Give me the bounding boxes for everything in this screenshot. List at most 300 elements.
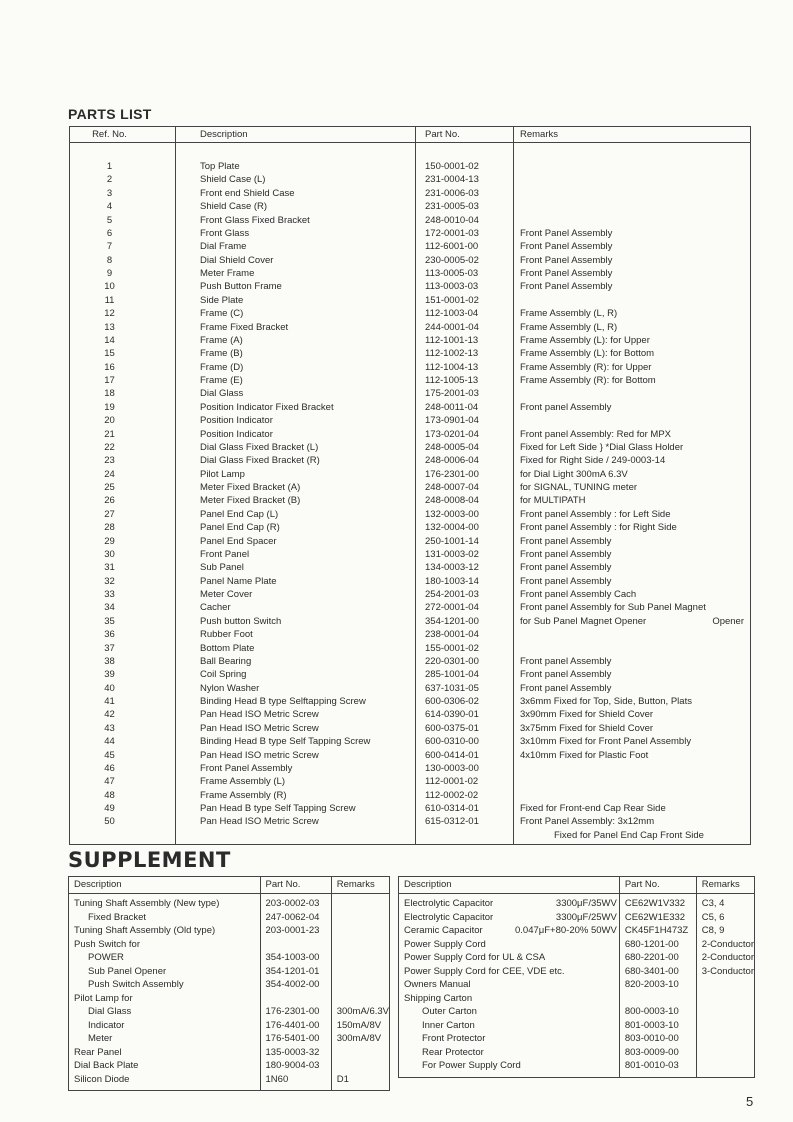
description: Dial Glass bbox=[88, 1006, 132, 1017]
description: Bottom Plate bbox=[176, 642, 416, 655]
header-remarks: Remarks bbox=[331, 877, 389, 894]
ref-no: 46 bbox=[70, 762, 176, 775]
remarks: 150mA/8V bbox=[336, 1019, 382, 1031]
table-row bbox=[399, 1019, 755, 1033]
tail-cell bbox=[416, 842, 514, 845]
description-cell bbox=[399, 1005, 620, 1019]
description-cell bbox=[399, 1046, 620, 1060]
parts-list-header-row bbox=[70, 127, 751, 143]
table-row bbox=[70, 280, 751, 293]
remarks-cell bbox=[514, 695, 751, 708]
part-no: 600-0306-02 bbox=[416, 695, 514, 708]
part-no: 220-0301-00 bbox=[416, 655, 514, 668]
remarks: Front panel Assembly : for Left Side bbox=[520, 508, 671, 520]
remarks-cell bbox=[514, 307, 751, 320]
table-row bbox=[70, 628, 751, 641]
description: Nylon Washer bbox=[176, 682, 416, 695]
ref-no: 29 bbox=[70, 535, 176, 548]
part-no: 130-0003-00 bbox=[416, 762, 514, 775]
table-row bbox=[70, 708, 751, 721]
table-row bbox=[70, 160, 751, 173]
description: Shield Case (L) bbox=[176, 173, 416, 186]
part-no: 248-0010-04 bbox=[416, 214, 514, 227]
ref-no: 32 bbox=[70, 575, 176, 588]
description: Electrolytic Capacitor bbox=[404, 898, 494, 909]
description: Electrolytic Capacitor bbox=[404, 911, 494, 923]
remarks-cell bbox=[514, 160, 751, 173]
remarks bbox=[331, 965, 389, 979]
part-no: 203-0001-23 bbox=[260, 924, 331, 938]
remarks: Frame Assembly (L, R) bbox=[520, 308, 618, 320]
table-row bbox=[70, 428, 751, 441]
description: Position Indicator bbox=[176, 414, 416, 427]
part-no: 354-4002-00 bbox=[260, 978, 331, 992]
ref-no: 4 bbox=[70, 200, 176, 213]
table-row bbox=[69, 924, 390, 938]
remarks bbox=[331, 1059, 389, 1073]
supplement-left-body bbox=[69, 894, 390, 1091]
part-no: 113-0005-03 bbox=[416, 267, 514, 280]
description: Indicator bbox=[88, 1019, 125, 1031]
description: Panel End Cap (L) bbox=[176, 508, 416, 521]
remarks-cell bbox=[514, 468, 751, 481]
remarks: Front panel Assembly bbox=[520, 535, 612, 547]
description: Front Panel bbox=[176, 548, 416, 561]
tail-cell bbox=[514, 842, 751, 845]
remarks-cell bbox=[514, 601, 751, 614]
description: Dial Glass Fixed Bracket (L) bbox=[176, 441, 416, 454]
remarks: Front panel Assembly Cach bbox=[520, 589, 637, 600]
description: Position Indicator bbox=[176, 428, 416, 441]
description: Front Protector bbox=[422, 1033, 486, 1044]
description: Dial Glass bbox=[176, 387, 416, 400]
description: For Power Supply Cord bbox=[422, 1060, 521, 1071]
part-no: 600-0310-00 bbox=[416, 735, 514, 748]
table-row bbox=[70, 802, 751, 815]
part-no: 112-1001-13 bbox=[416, 334, 514, 347]
ref-no: 42 bbox=[70, 708, 176, 721]
header-ref-no: Ref. No. bbox=[70, 127, 176, 143]
description: Push Button Frame bbox=[176, 280, 416, 293]
remarks-extra: Opener bbox=[712, 615, 744, 627]
part-no bbox=[619, 992, 696, 1006]
part-no: 820-2003-10 bbox=[619, 978, 696, 992]
part-no: 230-0005-02 bbox=[416, 254, 514, 267]
part-no: 248-0006-04 bbox=[416, 454, 514, 467]
table-row bbox=[70, 695, 751, 708]
ref-no: 14 bbox=[70, 334, 176, 347]
description: Frame (B) bbox=[176, 347, 416, 360]
description-cell bbox=[69, 924, 261, 938]
remarks-line2: Fixed for Panel End Cap Front Side bbox=[554, 829, 704, 841]
description: Push button Switch bbox=[176, 615, 416, 628]
remarks-cell bbox=[514, 334, 751, 347]
part-no: 231-0005-03 bbox=[416, 200, 514, 213]
description: Ceramic Capacitor bbox=[404, 925, 483, 936]
description: Dial Frame bbox=[176, 240, 416, 253]
ref-no: 3 bbox=[70, 187, 176, 200]
remarks-cell bbox=[514, 321, 751, 334]
part-no: 176-2301-00 bbox=[416, 468, 514, 481]
header-part-no: Part No. bbox=[416, 127, 514, 143]
description-cell bbox=[69, 1073, 261, 1087]
ref-no: 38 bbox=[70, 655, 176, 668]
ref-no: 10 bbox=[70, 280, 176, 293]
ref-no: 36 bbox=[70, 628, 176, 641]
description: Outer Carton bbox=[422, 1006, 477, 1017]
part-no: 132-0004-00 bbox=[416, 521, 514, 534]
remarks-cell bbox=[514, 401, 751, 414]
table-row bbox=[70, 521, 751, 534]
remarks: Front Panel Assembly bbox=[520, 281, 613, 293]
part-no: 615-0312-01 bbox=[416, 815, 514, 842]
part-no: 680-3401-00 bbox=[619, 965, 696, 979]
table-row bbox=[69, 1073, 390, 1087]
description: Fixed Bracket bbox=[88, 911, 147, 923]
table-row bbox=[70, 334, 751, 347]
table-row bbox=[70, 294, 751, 307]
table-row bbox=[399, 894, 755, 911]
part-no: CE62W1V332 bbox=[619, 894, 696, 911]
part-no: 800-0003-10 bbox=[619, 1005, 696, 1019]
spacer-cell bbox=[416, 143, 514, 161]
remarks: 300mA/6.3V bbox=[336, 1006, 389, 1017]
table-row bbox=[70, 401, 751, 414]
table-row bbox=[70, 601, 751, 614]
description: Push Switch for bbox=[74, 938, 140, 950]
part-no: 150-0001-02 bbox=[416, 160, 514, 173]
table-row bbox=[69, 992, 390, 1006]
remarks-cell bbox=[514, 815, 751, 842]
table-row bbox=[70, 749, 751, 762]
description: Shipping Carton bbox=[404, 992, 473, 1004]
ref-no: 47 bbox=[70, 775, 176, 788]
supplement-right-header-row bbox=[399, 877, 755, 894]
table-row bbox=[70, 775, 751, 788]
description: Frame (C) bbox=[176, 307, 416, 320]
description: Push Switch Assembly bbox=[88, 979, 184, 990]
description: Sub Panel Opener bbox=[88, 965, 167, 977]
description: Dial Shield Cover bbox=[176, 254, 416, 267]
description-cell bbox=[399, 1019, 620, 1033]
description: POWER bbox=[88, 952, 124, 963]
part-no bbox=[260, 992, 331, 1006]
description: Shield Case (R) bbox=[176, 200, 416, 213]
ref-no: 15 bbox=[70, 347, 176, 360]
ref-no: 45 bbox=[70, 749, 176, 762]
description-cell bbox=[69, 938, 261, 952]
part-no: 113-0003-03 bbox=[416, 280, 514, 293]
description: Front Glass Fixed Bracket bbox=[176, 214, 416, 227]
table-row bbox=[70, 454, 751, 467]
table-row bbox=[70, 561, 751, 574]
remarks: D1 bbox=[336, 1073, 349, 1085]
remarks-cell bbox=[514, 762, 751, 775]
remarks bbox=[331, 938, 389, 952]
description: Meter Fixed Bracket (B) bbox=[176, 494, 416, 507]
part-no: 231-0006-03 bbox=[416, 187, 514, 200]
remarks: C8, 9 bbox=[701, 925, 725, 936]
remarks-cell bbox=[514, 227, 751, 240]
tail-cell bbox=[69, 1086, 261, 1091]
header-description: Description bbox=[176, 127, 416, 143]
part-no: 180-9004-03 bbox=[260, 1059, 331, 1073]
part-no: 801-0010-03 bbox=[619, 1059, 696, 1073]
part-no: 176-5401-00 bbox=[260, 1032, 331, 1046]
remarks: 3x75mm Fixed for Shield Cover bbox=[520, 722, 654, 734]
supplement-right-body bbox=[399, 894, 755, 1078]
ref-no: 1 bbox=[70, 160, 176, 173]
description: Frame (E) bbox=[176, 374, 416, 387]
description: Frame (D) bbox=[176, 361, 416, 374]
description-cell bbox=[69, 911, 261, 925]
remarks: Front panel Assembly bbox=[520, 548, 612, 560]
remarks: 3-Conductor bbox=[701, 965, 754, 977]
ref-no: 27 bbox=[70, 508, 176, 521]
remarks: Frame Assembly (L): for Bottom bbox=[520, 348, 655, 360]
description: Frame Fixed Bracket bbox=[176, 321, 416, 334]
table-row bbox=[70, 173, 751, 186]
part-no: 248-0005-04 bbox=[416, 441, 514, 454]
remarks: Front Panel Assembly bbox=[520, 227, 613, 239]
remarks bbox=[696, 978, 754, 992]
ref-no: 19 bbox=[70, 401, 176, 414]
remarks-cell bbox=[514, 628, 751, 641]
remarks bbox=[331, 924, 389, 938]
description: Sub Panel bbox=[176, 561, 416, 574]
part-no: 172-0001-03 bbox=[416, 227, 514, 240]
description: Pan Head ISO Metric Screw bbox=[176, 722, 416, 735]
remarks: 4x10mm Fixed for Plastic Foot bbox=[520, 749, 649, 761]
description: Power Supply Cord for CEE, VDE etc. bbox=[404, 965, 565, 977]
remarks: Front Panel Assembly bbox=[520, 241, 613, 253]
remarks bbox=[696, 992, 754, 1006]
remarks: Front panel Assembly for Sub Panel Magnet bbox=[520, 602, 706, 614]
header-part-no: Part No. bbox=[619, 877, 696, 894]
table-row bbox=[69, 1005, 390, 1019]
part-no: 175-2001-03 bbox=[416, 387, 514, 400]
description: Binding Head B type Self Tapping Screw bbox=[176, 735, 416, 748]
description-cell bbox=[69, 965, 261, 979]
remarks-cell bbox=[514, 361, 751, 374]
description: Pan Head ISO Metric Screw bbox=[176, 708, 416, 721]
header-description: Description bbox=[69, 877, 261, 894]
parts-list-title: PARTS LIST bbox=[68, 106, 152, 122]
remarks-cell bbox=[514, 521, 751, 534]
ref-no: 30 bbox=[70, 548, 176, 561]
remarks-cell bbox=[514, 374, 751, 387]
remarks: C5, 6 bbox=[701, 911, 725, 923]
remarks: 3x90mm Fixed for Shield Cover bbox=[520, 709, 654, 721]
part-no: 134-0003-12 bbox=[416, 561, 514, 574]
part-no: 680-1201-00 bbox=[619, 938, 696, 952]
description: Binding Head B type Selftapping Screw bbox=[176, 695, 416, 708]
table-row bbox=[399, 951, 755, 965]
spacer-cell bbox=[514, 143, 751, 161]
description: Owners Manual bbox=[404, 979, 471, 990]
description-cell bbox=[399, 951, 620, 965]
header-remarks: Remarks bbox=[696, 877, 754, 894]
table-row bbox=[70, 387, 751, 400]
table-row bbox=[69, 894, 390, 911]
remarks: C3, 4 bbox=[701, 898, 725, 909]
part-no: 112-1005-13 bbox=[416, 374, 514, 387]
header-remarks: Remarks bbox=[514, 127, 751, 143]
remarks-cell bbox=[514, 294, 751, 307]
description: Rear Panel bbox=[74, 1046, 122, 1058]
spacer-row bbox=[70, 143, 751, 161]
ref-no: 49 bbox=[70, 802, 176, 815]
remarks: for Dial Light 300mA 6.3V bbox=[520, 468, 628, 480]
table-row bbox=[70, 321, 751, 334]
table-row bbox=[70, 508, 751, 521]
remarks-cell bbox=[514, 575, 751, 588]
ref-no: 33 bbox=[70, 588, 176, 601]
description: Panel End Cap (R) bbox=[176, 521, 416, 534]
description: Position Indicator Fixed Bracket bbox=[176, 401, 416, 414]
description: Dial Back Plate bbox=[74, 1060, 139, 1071]
description-cell bbox=[69, 978, 261, 992]
table-row bbox=[70, 548, 751, 561]
remarks-cell bbox=[514, 789, 751, 802]
remarks: 3x6mm Fixed for Top, Side, Button, Plats bbox=[520, 696, 692, 707]
remarks: Frame Assembly (L): for Upper bbox=[520, 334, 650, 346]
remarks: Fixed for Left Side } *Dial Glass Holder bbox=[520, 441, 684, 453]
description-cell bbox=[399, 1059, 620, 1073]
ref-no: 11 bbox=[70, 294, 176, 307]
part-no: 151-0001-02 bbox=[416, 294, 514, 307]
description: Frame Assembly (L) bbox=[176, 775, 416, 788]
table-row bbox=[70, 762, 751, 775]
table-row bbox=[70, 307, 751, 320]
part-no: 135-0003-32 bbox=[260, 1046, 331, 1060]
part-no bbox=[260, 938, 331, 952]
ref-no: 20 bbox=[70, 414, 176, 427]
table-row bbox=[70, 588, 751, 601]
table-row bbox=[399, 992, 755, 1006]
description-cell bbox=[69, 1032, 261, 1046]
remarks: Fixed for Front-end Cap Rear Side bbox=[520, 803, 666, 814]
table-row bbox=[70, 347, 751, 360]
description: Top Plate bbox=[176, 160, 416, 173]
ref-no: 50 bbox=[70, 815, 176, 842]
remarks: for Sub Panel Magnet Opener bbox=[520, 615, 647, 627]
table-row bbox=[399, 1059, 755, 1073]
remarks bbox=[696, 1032, 754, 1046]
remarks-cell bbox=[514, 414, 751, 427]
remarks-cell bbox=[514, 173, 751, 186]
part-no: 248-0008-04 bbox=[416, 494, 514, 507]
part-no: 1N60 bbox=[260, 1073, 331, 1087]
remarks: 2-Conductor bbox=[701, 938, 754, 950]
tail-row bbox=[399, 1073, 755, 1078]
table-row bbox=[69, 1059, 390, 1073]
description: Panel Name Plate bbox=[176, 575, 416, 588]
table-row bbox=[70, 575, 751, 588]
description: Side Plate bbox=[176, 294, 416, 307]
table-row bbox=[399, 911, 755, 925]
part-no: 112-1004-13 bbox=[416, 361, 514, 374]
tail-cell bbox=[696, 1073, 754, 1078]
part-no: 254-2001-03 bbox=[416, 588, 514, 601]
description-cell bbox=[69, 894, 261, 911]
table-row bbox=[70, 642, 751, 655]
remarks: Front panel Assembly bbox=[520, 562, 612, 574]
part-no: 803-0009-00 bbox=[619, 1046, 696, 1060]
table-row bbox=[69, 965, 390, 979]
remarks: Front panel Assembly bbox=[520, 682, 612, 694]
remarks: 3x10mm Fixed for Front Panel Assembly bbox=[520, 736, 692, 748]
ref-no: 48 bbox=[70, 789, 176, 802]
remarks-cell bbox=[514, 535, 751, 548]
remarks-cell bbox=[514, 214, 751, 227]
remarks-cell bbox=[514, 802, 751, 815]
part-no: 132-0003-00 bbox=[416, 508, 514, 521]
remarks-cell bbox=[514, 280, 751, 293]
description-cell bbox=[399, 924, 620, 938]
remarks-cell bbox=[514, 749, 751, 762]
spacer-cell bbox=[70, 143, 176, 161]
part-no: 250-1001-14 bbox=[416, 535, 514, 548]
description: Rubber Foot bbox=[176, 628, 416, 641]
description-cell bbox=[69, 1019, 261, 1033]
ref-no: 18 bbox=[70, 387, 176, 400]
remarks bbox=[696, 1019, 754, 1033]
page-number: 5 bbox=[746, 1094, 754, 1109]
table-row bbox=[69, 1032, 390, 1046]
ref-no: 5 bbox=[70, 214, 176, 227]
ref-no: 24 bbox=[70, 468, 176, 481]
description: Inner Carton bbox=[422, 1019, 475, 1031]
remarks: Fixed for Right Side / 249-0003-14 bbox=[520, 455, 666, 467]
tail-row bbox=[69, 1086, 390, 1091]
ref-no: 43 bbox=[70, 722, 176, 735]
table-row bbox=[69, 911, 390, 925]
table-row bbox=[70, 227, 751, 240]
remarks bbox=[331, 992, 389, 1006]
remarks: Front panel Assembly bbox=[520, 655, 612, 667]
description: Front Glass bbox=[176, 227, 416, 240]
supplement-right-table bbox=[398, 876, 755, 1078]
remarks bbox=[696, 1046, 754, 1060]
description: Panel End Spacer bbox=[176, 535, 416, 548]
tail-row bbox=[70, 842, 751, 845]
remarks bbox=[331, 1046, 389, 1060]
description: Tuning Shaft Assembly (New type) bbox=[74, 898, 220, 909]
table-row bbox=[70, 682, 751, 695]
table-row bbox=[70, 267, 751, 280]
part-no: 112-1003-04 bbox=[416, 307, 514, 320]
remarks-cell bbox=[514, 775, 751, 788]
remarks-cell bbox=[514, 187, 751, 200]
supplement-left-header-row bbox=[69, 877, 390, 894]
ref-no: 16 bbox=[70, 361, 176, 374]
table-row bbox=[70, 441, 751, 454]
remarks-cell bbox=[514, 428, 751, 441]
description-cell bbox=[399, 1032, 620, 1046]
remarks: Frame Assembly (R): for Upper bbox=[520, 361, 652, 373]
table-row bbox=[70, 187, 751, 200]
table-row bbox=[70, 240, 751, 253]
tail-cell bbox=[399, 1073, 620, 1078]
table-row bbox=[399, 1032, 755, 1046]
part-no: 112-6001-00 bbox=[416, 240, 514, 253]
description-cell bbox=[399, 992, 620, 1006]
remarks-cell bbox=[514, 387, 751, 400]
remarks-cell bbox=[514, 735, 751, 748]
remarks-cell bbox=[514, 588, 751, 601]
remarks-cell bbox=[514, 682, 751, 695]
